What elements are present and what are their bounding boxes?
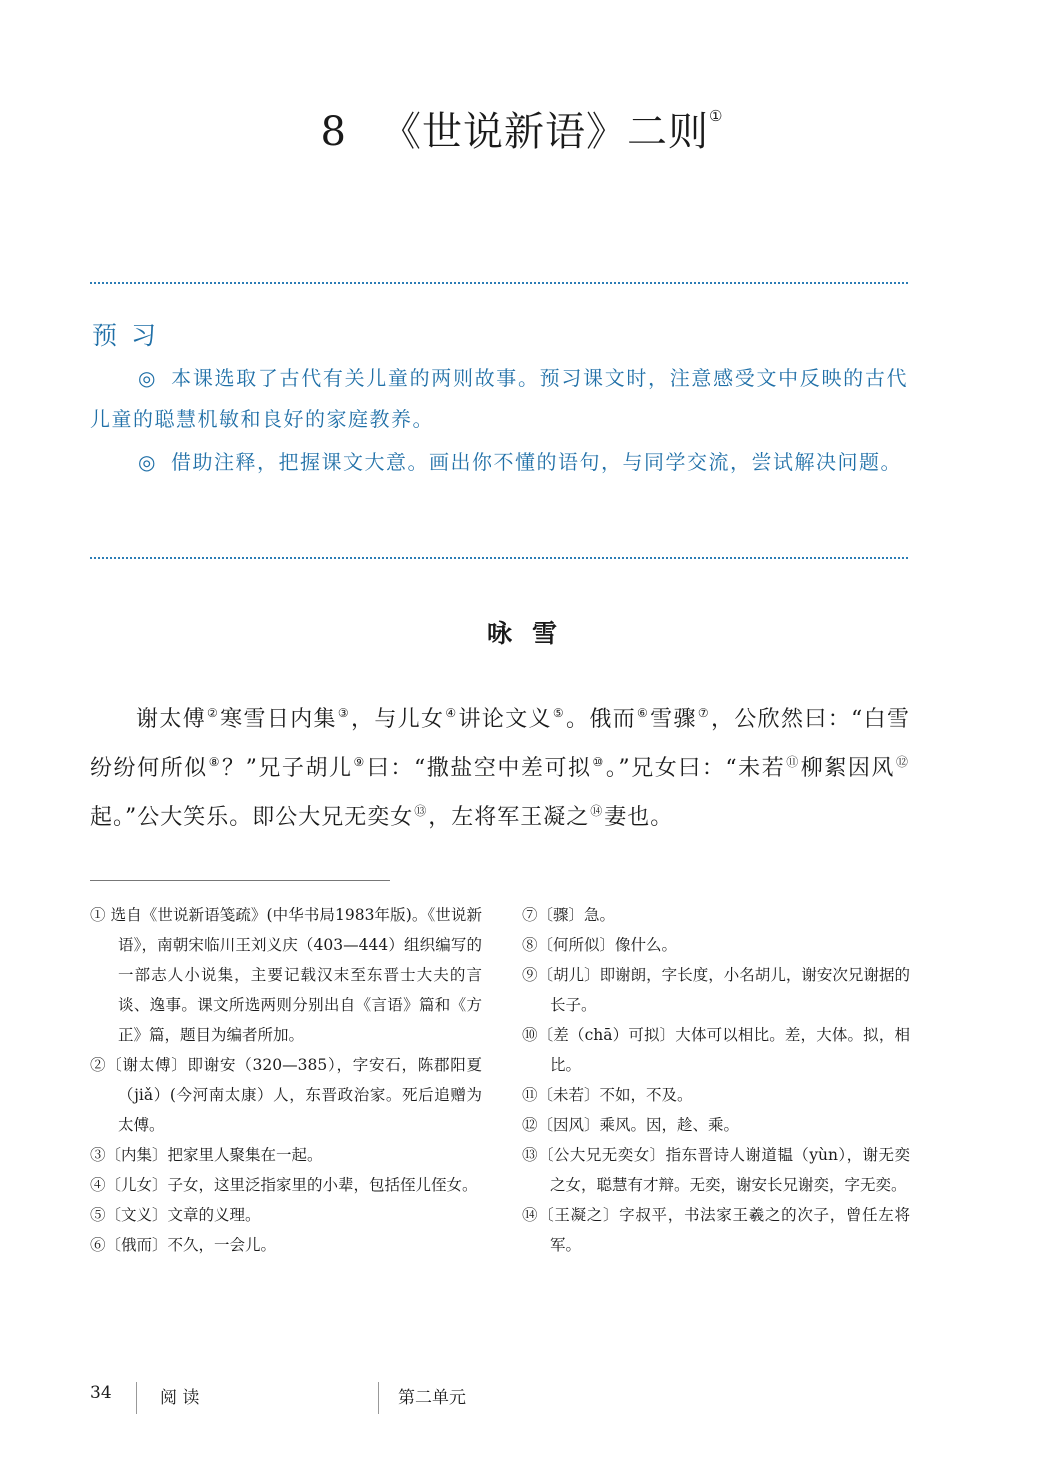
lesson-title <box>0 100 1044 157</box>
passage-segment: 雪骤 <box>650 707 697 732</box>
footnote-item: ⑤〔文义〕文章的义理。 <box>90 1206 261 1224</box>
footnote-ref: ⑨ <box>353 755 366 769</box>
page-number: 34 <box>90 1383 112 1403</box>
passage-segment: 。”兄女曰：“未若 <box>605 756 786 781</box>
footnote-item: ⑩〔差（chā）可拟〕大体可以相比。差，大体。拟，相比。 <box>522 1026 910 1074</box>
footnote-item: ⑦〔骤〕急。 <box>522 906 616 924</box>
footnote-ref: ⑩ <box>592 755 605 769</box>
footnote-item: ②〔谢太傅〕即谢安（320—385），字安石，陈郡阳夏（jiǎ）(今河南太康）人，东晋政治家。死后追赠为太傅。 <box>90 1056 482 1134</box>
footnote-item: ① 选自《世说新语笺疏》(中华书局1983年版)。《世说新语》，南朝宋临川王刘义庆（403—444）组织编写的一部志人小说集，主要记载汉末至东晋士大夫的言谈、逸事。课文所选两则分别出自《言语》篇和《方正》篇，题目为编者所加。 <box>90 906 482 1044</box>
footnote-item: ⑨〔胡儿〕即谢朗，字长度，小名胡儿，谢安次兄谢据的长子。 <box>522 966 910 1014</box>
footer-divider-2 <box>378 1382 379 1414</box>
footnote-item: ③〔内集〕把家里人聚集在一起。 <box>90 1146 323 1164</box>
passage-segment: 柳絮因风 <box>800 756 895 781</box>
passage-segment: 寒雪日内集 <box>220 707 337 732</box>
preview-bottom-divider <box>90 557 908 559</box>
footer-section: 阅 读 <box>160 1388 200 1408</box>
passage-segment: 讲论文义 <box>458 707 552 732</box>
passage-segment: 。俄而 <box>566 707 637 732</box>
preview-item-2 <box>90 442 908 483</box>
lesson-number: 8 <box>320 109 347 155</box>
footnote-ref: ⑦ <box>697 706 710 720</box>
passage-segment: 妻也。 <box>604 805 674 830</box>
footer-unit: 第二单元 <box>398 1388 466 1408</box>
bullet-icon: ◎ <box>138 450 157 474</box>
footnote-ref: ⑫ <box>895 755 909 769</box>
footnote-item: ⑫〔因风〕乘风。因，趁、乘。 <box>522 1116 740 1134</box>
passage-segment: ，与儿女 <box>351 707 445 732</box>
footnote-ref: ② <box>207 706 220 720</box>
passage-segment: 曰：“撒盐空中差可拟 <box>366 756 592 781</box>
passage-text <box>90 692 910 839</box>
preview-item-text: 借助注释，把握课文大意。画出你不懂的语句，与同学交流，尝试解决问题。 <box>170 450 902 474</box>
passage-segment: ，左将军王凝之 <box>428 805 590 830</box>
lesson-title-text: 《世说新语》二则 <box>381 109 709 155</box>
footnote-ref: ⑭ <box>590 804 604 818</box>
footer-divider-1 <box>136 1382 137 1414</box>
footnote-ref: ⑧ <box>208 755 222 769</box>
preview-top-divider <box>90 282 908 284</box>
footnotes-right-column <box>522 900 910 1260</box>
footnote-item: ⑬〔公大兄无奕女〕指东晋诗人谢道韫（yùn），谢无奕之女，聪慧有才辩。无奕，谢安长兄谢奕，字无奕。 <box>522 1146 910 1194</box>
footnote-item: ⑧〔何所似〕像什么。 <box>522 936 678 954</box>
footnote-rule <box>90 880 390 881</box>
lesson-footnote-mark: ① <box>709 107 724 125</box>
bullet-icon: ◎ <box>138 366 158 390</box>
footnote-item: ④〔儿女〕子女，这里泛指家里的小辈，包括侄儿侄女。 <box>90 1176 478 1194</box>
footnote-ref: ③ <box>337 706 350 720</box>
footnote-ref: ④ <box>445 706 458 720</box>
footnote-ref: ⑪ <box>786 755 800 769</box>
section-title: 咏雪 <box>486 619 577 648</box>
footnotes-left-column <box>90 900 482 1260</box>
footnote-item: ⑪〔未若〕不如，不及。 <box>522 1086 693 1104</box>
footnote-ref: ⑬ <box>414 804 428 818</box>
passage-segment: 起。”公大笑乐。即公大兄无奕女 <box>90 805 414 830</box>
passage-segment: ，公欣然曰：“白雪纷纷何所似 <box>90 707 910 781</box>
footnote-item: ⑥〔俄而〕不久，一会儿。 <box>90 1236 277 1254</box>
preview-heading: 预习 <box>92 321 171 350</box>
footnote-item: ⑭〔王凝之〕字叔平，书法家王羲之的次子，曾任左将军。 <box>522 1206 910 1254</box>
preview-item-text: 本课选取了古代有关儿童的两则故事。预习课文时，注意感受文中反映的古代儿童的聪慧机敏和良好的家庭教养。 <box>90 366 909 431</box>
preview-item-1 <box>90 358 908 440</box>
passage-segment: ？”兄子胡儿 <box>222 756 353 781</box>
passage-segment: 谢太傅 <box>136 707 207 732</box>
footnote-ref: ⑤ <box>552 706 565 720</box>
footnote-ref: ⑥ <box>637 706 650 720</box>
